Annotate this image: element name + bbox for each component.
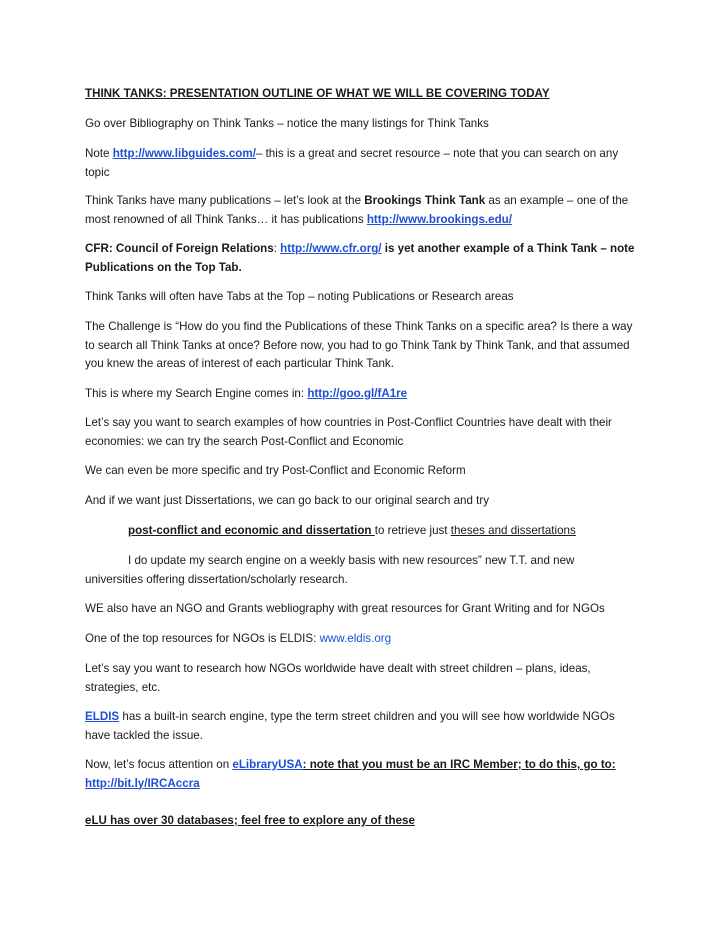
text: Now, let’s focus attention on (85, 758, 233, 771)
paragraph-brookings (85, 192, 635, 229)
theses-text: theses and dissertations (450, 524, 576, 537)
paragraph-update: I do update my search engine on a weekly basis with new resources” new T.T. and new universities offering dissertation/scholarly research. (85, 554, 575, 586)
text: Think Tanks have many publications – let’s look at the (85, 194, 365, 207)
irc-member-note: : note that you must be an IRC Member; to do this, go to: (302, 758, 616, 771)
brookings-link[interactable]: http://www.brookings.edu/ (366, 212, 512, 226)
text: This is where my Search Engine comes in: (85, 387, 308, 400)
paragraph-economic-reform: We can even be more specific and try Post-Conflict and Economic Reform (85, 464, 466, 477)
text: Note (85, 147, 113, 160)
text: to retrieve just (374, 524, 451, 537)
paragraph-elibraryusa (85, 756, 635, 793)
paragraph-ngo-grants: WE also have an NGO and Grants webliography with great resources for Grant Writing and for NGOs (85, 602, 605, 615)
paragraph-street-children: Let’s say you want to research how NGOs worldwide have dealt with street children – plans, ideas, strategies, etc. (85, 662, 591, 694)
brookings-name: Brookings Think Tank (364, 194, 486, 207)
paragraph-eldis-search (85, 708, 635, 745)
search-term: post-conflict and economic and dissertation (128, 524, 375, 537)
paragraph-bibliography: Go over Bibliography on Think Tanks – notice the many listings for Think Tanks (85, 117, 489, 130)
text: – this is a great and secret resource – note that you can search on any topic (85, 147, 619, 179)
paragraph-challenge: The Challenge is “How do you find the Publications of these Think Tanks on a specific area? Is there a way to search all Think Tanks at once? Before now, you had to go Think Tank by Think Tank, and that assumed you knew the areas of interest of each particular Think Tank. (85, 320, 633, 370)
paragraph-elu-databases: eLU has over 30 databases; feel free to explore any of these (85, 814, 415, 827)
document-title: THINK TANKS: PRESENTATION OUTLINE OF WHAT WE WILL BE COVERING TODAY (85, 87, 550, 100)
paragraph-cfr (85, 240, 635, 277)
elibraryusa-link[interactable]: eLibraryUSA (232, 758, 303, 771)
search-engine-link[interactable]: http://goo.gl/fA1re (307, 387, 408, 400)
paragraph-dissertations: And if we want just Dissertations, we can go back to our original search and try (85, 494, 490, 507)
paragraph-dissertation-search (128, 522, 635, 541)
cfr-name: CFR: Council of Foreign Relations (85, 242, 274, 255)
paragraph-search-engine (85, 385, 635, 404)
eldis-link[interactable]: ELDIS (85, 710, 120, 723)
text: has a built-in search engine, type the term street children and you will see how worldwide NGOs have tackled the issue. (85, 710, 615, 742)
eldis-url-link[interactable]: www.eldis.org (319, 632, 392, 645)
paragraph-libguides (85, 145, 635, 182)
paragraph-tabs: Think Tanks will often have Tabs at the Top – noting Publications or Research areas (85, 290, 514, 303)
text: is yet another example of a Think Tank – note Publications on the Top Tab. (85, 242, 635, 274)
paragraph-post-conflict: Let’s say you want to search examples of how countries in Post-Conflict Countries have dealt with their economies: we can try the search Post-Conflict and Economic (85, 416, 612, 448)
text: One of the top resources for NGOs is ELDIS: (85, 632, 320, 645)
paragraph-eldis (85, 630, 635, 649)
text: : (273, 242, 281, 255)
irc-accra-link[interactable]: http://bit.ly/IRCAccra (85, 776, 200, 790)
cfr-link[interactable]: http://www.cfr.org/ (280, 242, 382, 255)
libguides-link[interactable]: http://www.libguides.com/ (112, 147, 256, 160)
text: as an example – one of the most renowned of all Think Tanks… it has publications (85, 194, 629, 226)
